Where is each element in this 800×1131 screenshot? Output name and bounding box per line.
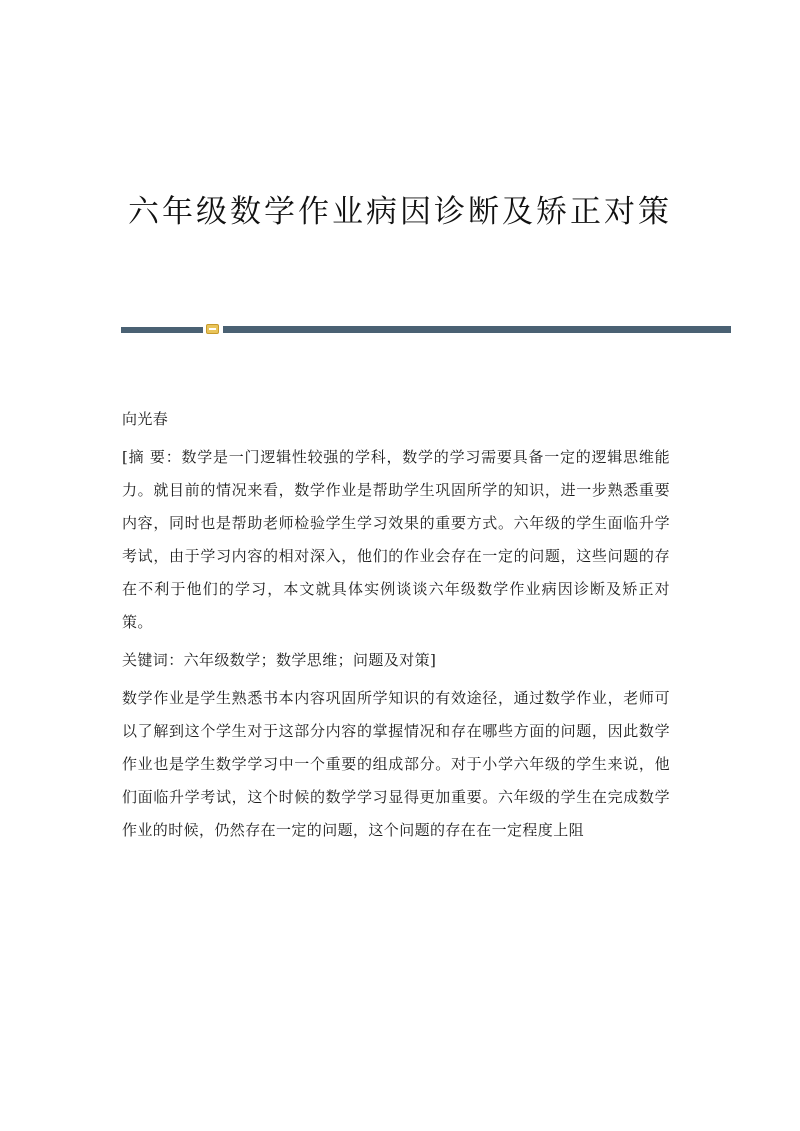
author-name: 向光春 [122, 410, 169, 428]
body-paragraph: 数学作业是学生熟悉书本内容巩固所学知识的有效途径，通过数学作业，老师可以了解到这个学生对于这部分内容的掌握情况和存在哪些方面的问题，因此数学作业也是学生数学学习中一个重要的组成部分。对于小学六年级的学生来说，他们面临升学考试，这个时候的数学学习显得更加重要。六年级的学生在完成数学作业的时候，仍然存在一定的问题，这个问题的存在在一定程度上阻 [122, 689, 670, 839]
article-content [122, 403, 670, 852]
title-divider [121, 325, 731, 333]
keywords-line: 关键词：六年级数学；数学思维；问题及对策] [122, 651, 437, 669]
divider-left-segment [121, 327, 203, 333]
divider-right-segment [223, 326, 731, 333]
divider-emblem-icon [206, 324, 219, 334]
abstract-paragraph: [摘 要：数学是一门逻辑性较强的学科，数学的学习需要具备一定的逻辑思维能力。就目前的情况来看，数学作业是帮助学生巩固所学的知识，进一步熟悉重要内容，同时也是帮助老师检验学生学习效果的重要方式。六年级的学生面临升学考试，由于学习内容的相对深入，他们的作业会存在一定的问题，这些问题的存在不利于他们的学习，本文就具体实例谈谈六年级数学作业病因诊断及矫正对策。 [122, 448, 670, 631]
page-title: 六年级数学作业病因诊断及矫正对策 [128, 194, 672, 230]
